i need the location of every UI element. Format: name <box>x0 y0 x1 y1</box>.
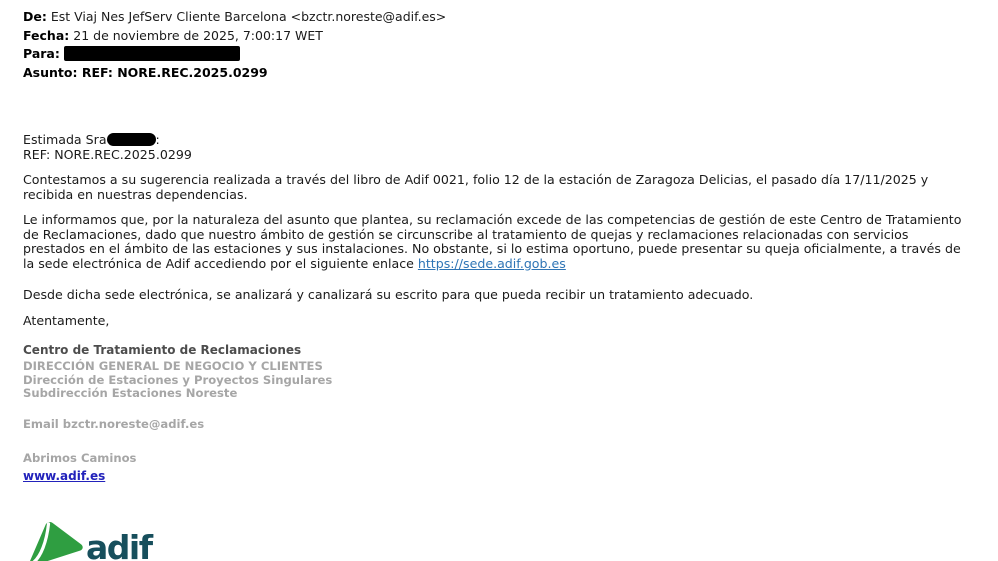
closing-line: Atentamente, <box>23 313 110 329</box>
signature-block <box>23 343 970 484</box>
greeting-suffix: : <box>155 132 160 147</box>
signature-dept-1: DIRECCIÓN GENERAL DE NEGOCIO Y CLIENTES <box>23 359 323 374</box>
from-value: Est Viaj Nes JefServ Cliente Barcelona <bzctr.noreste@adif.es> <box>50 9 447 24</box>
signature-dept-3: Subdirección Estaciones Noreste <box>23 386 238 401</box>
signature-email: Email bzctr.noreste@adif.es <box>23 416 205 431</box>
header-from <box>23 8 970 27</box>
from-label: De: <box>23 9 47 24</box>
paragraph-1: Contestamos a su sugerencia realizada a través del libro de Adif 0021, folio 12 de la estación de Zaragoza Delicias, el pasado día 17/11/2025 y recibida en nuestras dependencias. <box>23 172 929 202</box>
header-subject: Asunto: REF: NORE.REC.2025.0299 <box>23 64 268 80</box>
date-value: 21 de noviembre de 2025, 7:00:17 WET <box>73 27 323 43</box>
signature-slogan: Abrimos Caminos <box>23 450 137 465</box>
header-to <box>23 45 970 64</box>
redacted-recipient <box>64 46 240 61</box>
to-label: Para: <box>23 46 60 61</box>
reference-line: REF: NORE.REC.2025.0299 <box>23 147 192 162</box>
sede-electronica-link[interactable]: https://sede.adif.gob.es <box>417 255 566 271</box>
email-header-block <box>23 8 970 82</box>
adif-logo-text: adif <box>86 528 152 561</box>
signature-org: Centro de Tratamiento de Reclamaciones <box>23 343 302 358</box>
paragraph-2 <box>23 213 968 271</box>
adif-logo-icon <box>28 520 160 561</box>
paragraph-3: Desde dicha sede electrónica, se analizará y canalizará su escrito para que pueda recibir un tratamiento adecuado. <box>23 286 754 302</box>
email-body <box>23 132 970 328</box>
signature-dept-2: Dirección de Estaciones y Proyectos Singulares <box>23 372 333 387</box>
greeting-prefix: Estimada Sra <box>23 132 107 147</box>
paragraph-2-text: Le informamos que, por la naturaleza del asunto que plantea, su reclamación excede de las competencias de gestión de este Centro de Tratamiento de Reclamaciones, dado que nuestro ámbito de gestión se circunscribe al tratamiento de quejas y reclamaciones relacionadas con servicios prestados en el ámbito de las estaciones y sus instalaciones. No obstante, si lo estima oportuno, puede presentar su queja oficialmente, a través de la sede electrónica de Adif accediendo por el siguiente enlace <box>23 212 962 271</box>
adif-logo <box>28 520 970 561</box>
header-date <box>23 27 970 46</box>
adif-website-link[interactable]: www.adif.es <box>23 469 106 484</box>
date-label: Fecha: <box>23 27 70 43</box>
greeting-line <box>23 132 970 147</box>
redacted-name <box>107 133 156 146</box>
